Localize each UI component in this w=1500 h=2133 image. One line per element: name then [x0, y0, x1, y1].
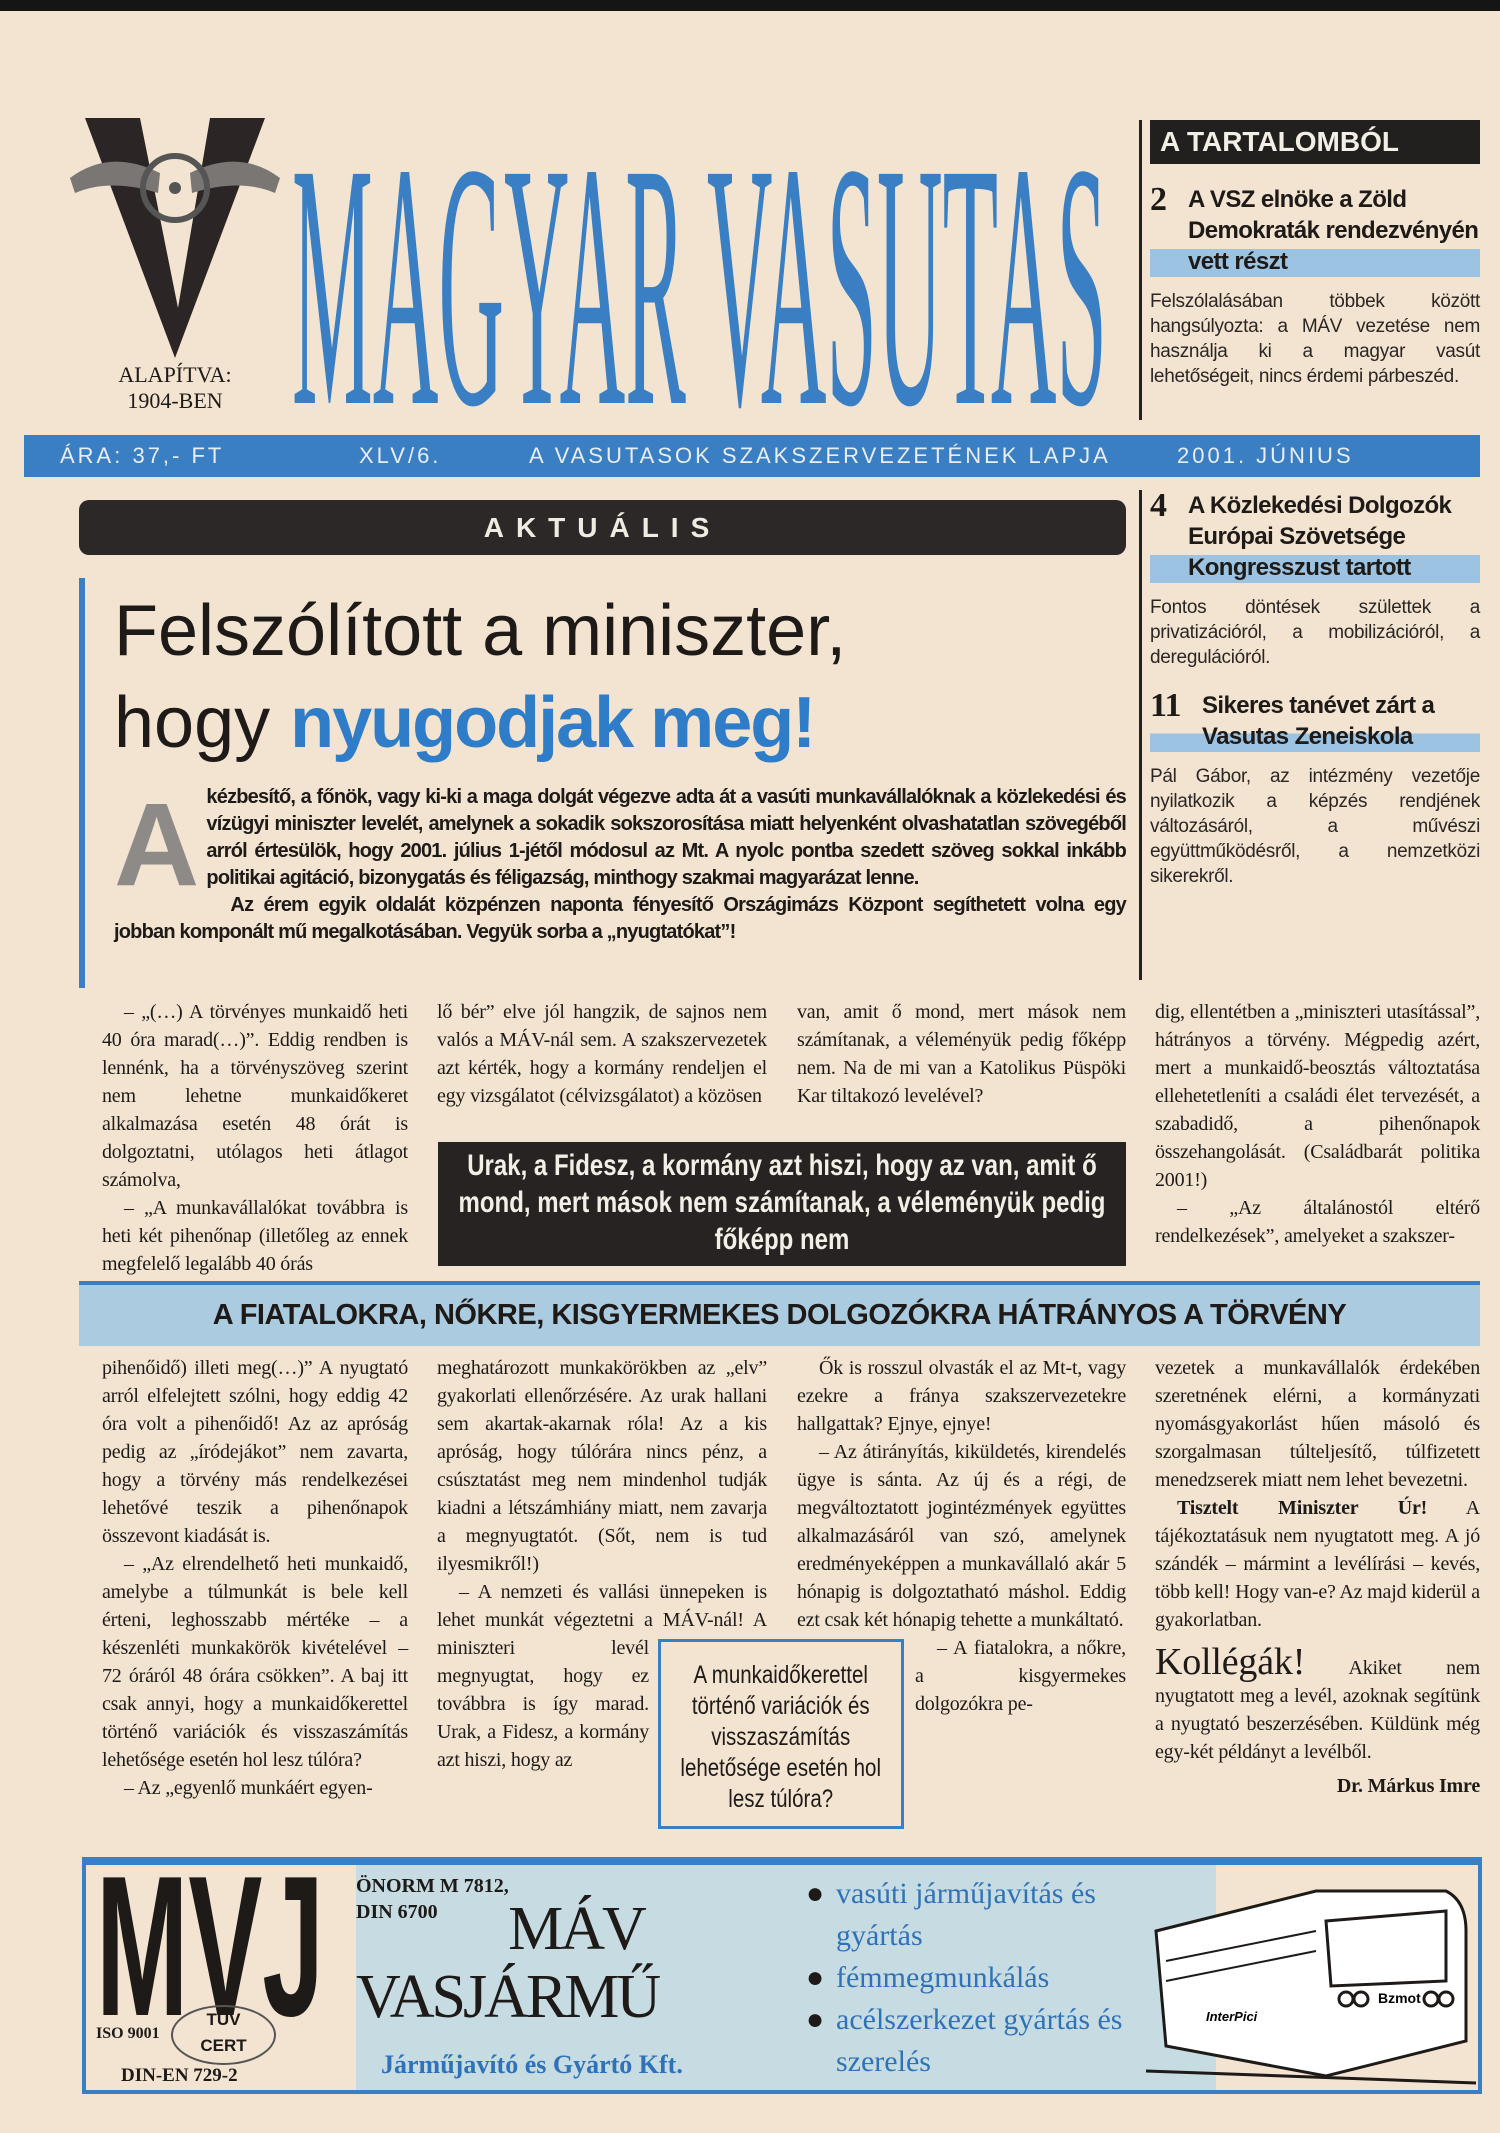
teaser-summary: Pál Gábor, az intézmény vezetője nyilatkozik a képzés rendjének változásáról, a művészi együttműködésről, a nemzetközi sikerekről. [1150, 766, 1480, 887]
paragraph: – A nemzeti és vallási ünnepeken is lehet munkát végeztetni a MÁV-nál! A miniszteri levél megnyugtat, hogy ez továbbra is így marad. Urak, a Fidesz, a kormány azt hiszi, hogy az [437, 1581, 767, 1771]
page-number: 2 [1150, 181, 1167, 218]
paragraph: vezetek a munkavállalók érdekében szeretnének elérni, a kormányzati nyomásgyakorlást hűen másoló és szorgalmasan túlteljesítő, túlfizetett menedzserek miatt nem lehet bevezetni. [1155, 1357, 1480, 1491]
paragraph: – „Az általánostól eltérő rendelkezések”, amelyeket a szakszer- [1155, 1197, 1480, 1247]
headline-emphasis: nyugodjak meg! [290, 683, 815, 763]
paragraph: – „Az elrendelhető heti munkaidő, amelybe a túlmunkát is bele kell érteni, leghosszabb mértéke – a készenléti munkakörök kivételével – 72 óráról 48 órára csökken”. A baj itt csak annyi, hogy a munkaidőkerettel történő variációk és visszaszámítás lehetősége esetén hol lesz túlóra? [102, 1553, 408, 1771]
train-illustration [1146, 1871, 1476, 2086]
issue-date: 2001. JÚNIUS [1177, 443, 1354, 468]
pull-quote-boxed-text: A munkaidőkerettel történő variációk és visszaszámítás lehetősége esetén hol lesz túlóra? [680, 1661, 882, 1813]
service-text: acélszerkezet gyártás és szerelés [836, 2003, 1123, 2078]
paragraph: lő bér” elve jól hangzik, de sajnos nem valós a MÁV-nál sem. A szakszervezetek azt kérték, hogy a kormány rendeljen el egy vizsgálatot (célvizsgálatot) a közösen [437, 1001, 767, 1107]
contents-item[interactable] [1150, 487, 1480, 670]
founded-year: 1904-BEN [127, 388, 223, 413]
issue-info-bar [24, 435, 1480, 477]
callout-word: Kollégák! [1155, 1641, 1306, 1683]
paragraph: meghatározott munkakörökben az „elv” gyakorlati ellenőrzésére. Az urak hallani sem akartak-akarnak róla! Az a kis apróság, hogy túlórára nincs pénz, a csúsztatást meg nem mindenhol tudják kiadni a létszámhiány miatt, nem zavarja a megnyugtatót. (Sőt, nem is tud ilyesmikről!) [437, 1357, 767, 1575]
teaser-title: A Közlekedési Dolgozók Európai Szövetsége Kongresszust tartott [1188, 492, 1452, 581]
drop-cap: A [114, 779, 199, 911]
publication-subtitle: A VASUTASOK SZAKSZERVEZETÉNEK LAPJA [529, 443, 1111, 468]
headline-accent-rule [79, 578, 85, 988]
bullet-icon: ● [806, 1961, 825, 1994]
founded-note [85, 362, 265, 414]
paragraph: – A fiatalokra, a nőkre, a kisgyermekes dolgozókra pe- [915, 1637, 1126, 1715]
contents-sidebar [1150, 120, 1480, 389]
body-column [797, 998, 1126, 1110]
service-item [806, 1873, 1136, 1957]
contents-header: A TARTALOMBÓL [1150, 120, 1480, 164]
section-label: AKTUÁLIS [79, 500, 1126, 555]
pull-quote-text: Urak, a Fidesz, a kormány azt hiszi, hogy az van, amit ő mond, mert mások nem számítanak, a véleményük pedig főképp nem [458, 1149, 1106, 1256]
headline-line-2: hogy [114, 683, 291, 763]
contents-sidebar-continued [1150, 487, 1480, 980]
bullet-icon: ● [806, 1877, 825, 1910]
pull-quote [438, 1142, 1126, 1266]
pull-quote-boxed [658, 1639, 904, 1829]
ad-company-subtitle: Járműjavító és Gyártó Kft. [381, 2050, 683, 2079]
service-text: fémmegmunkálás [836, 1961, 1050, 1994]
service-text: vasúti járműjavítás és gyártás [836, 1877, 1096, 1952]
paragraph: – „A munkavállalókat továbbra is heti két pihenőnap (illetőleg az ennek megfelelő legalább 40 órás [102, 1197, 408, 1275]
issue-number: XLV/6. [359, 443, 442, 468]
service-item [806, 1957, 1146, 1999]
contents-item[interactable] [1150, 687, 1480, 889]
paragraph: – Az átirányítás, kiküldetés, kirendelés ügye is sánta. Az új és a régi, de megváltoztatott jogintézmények együttes alkalmazásáról van szó, amelynek eredményeképpen a munkavállaló akár 5 hónapig is dolgoztatható máshol. Eddig ezt csak két hónapig tehette a munkáltató. [797, 1441, 1126, 1631]
body-column [102, 998, 408, 1278]
paragraph: dig, ellentétben a „miniszteri utasítással”, hátrányos a törvény. Mégpedig azért, mert a munkaidő-beosztás változtatása ellehetetleníti a családi élet tervezését, a szabadidő, a pihenőnapok összehangolását. (Családbarát politika 2001!) [1155, 1001, 1480, 1191]
ad-company-name: VASJÁRMŰ [356, 1963, 659, 2031]
winged-wheel-logo [70, 118, 280, 358]
founded-label: ALAPÍTVA: [118, 362, 232, 387]
body-column [1155, 998, 1480, 1250]
article-headline [114, 585, 1124, 769]
paragraph-text: Akiket nem nyugtatott meg a levél, azoknak segítünk a nyugtató beszerzésében. Küldünk még egy-két példányt a levélből. [1155, 1657, 1480, 1763]
iso-cert: ISO 9001 [96, 2025, 160, 2042]
mvj-logo-text: MVJ [96, 1865, 324, 2025]
service-item [806, 1999, 1146, 2083]
paragraph: van, amit ő mond, mert mások nem számítanak, a véleményük pedig főképp nem. Na de mi van a Katolikus Püspöki Kar tiltakozó levelével? [797, 1001, 1126, 1107]
paragraph: – „(…) A törvényes munkaidő heti 40 óra marad(…)”. Eddig rendben is lennénk, ha a törvényszöveg szerint nem lehetne munkaidőkeret alkalmazása esetén 48 órát is dolgoztatni, utólagos heti átlagot számolva, [102, 1001, 408, 1191]
teaser-title: Sikeres tanévet zárt a Vasutas Zeneiskola [1202, 692, 1435, 750]
ad-company-name: MÁV [508, 1895, 644, 1963]
mvj-logo [96, 1865, 326, 2025]
train-label: InterPici [1206, 2009, 1258, 2024]
top-border [0, 0, 1500, 11]
teaser-summary: Felszólalásában többek között hangsúlyozta: a MÁV vezetése nem használja ki a magyar vasút lehetőségeit, nincs érdemi párbeszéd. [1150, 291, 1480, 387]
paragraph-text: A tájékoztatásuk nem nyugtatott meg. A jó szándék – mármint a levélírási – kevés, több kell! Hogy van-e? Az majd kiderül a gyakorlatban. [1155, 1497, 1480, 1631]
train-label: Bzmot [1378, 1990, 1421, 2006]
cert-label: CERT [200, 2036, 247, 2055]
tuv-cert-badge [171, 2005, 276, 2065]
price: ÁRA: 37,- FT [60, 443, 225, 468]
paragraph: pihenőidő) illeti meg(…)” A nyugtató arról elfelejtett szólni, hogy eddig 42 óra volt a pihenőidő! Az az apróság pedig az „íródejákot” nem zavarta, hogy a törvény más rendelkezései lehetővé teszik a pihenőnapok összevont kiadását is. [102, 1357, 408, 1547]
body-column [102, 1354, 408, 1802]
body-column [1155, 1354, 1480, 1800]
din-cert: DIN-EN 729-2 [121, 2065, 238, 2086]
tuv-label: TÜV [206, 2010, 241, 2029]
lead-paragraph: Az érem egyik oldalát közpénzen naponta fényesítő Országimázs Központ segíthetett volna egy jobban komponált mű megalkotásában. Vegyük sorba a „nyugtatókat”! [114, 894, 1126, 943]
paragraph: – Az „egyenlő munkáért egyen- [124, 1777, 373, 1799]
page-number: 11 [1150, 687, 1181, 724]
masthead-title-text: MAGYAR VASUTAS [292, 118, 1107, 418]
headline-line-1: Felszólított a miniszter, [114, 591, 847, 671]
divider [1139, 490, 1142, 980]
teaser-title: A VSZ elnöke a Zöld Demokraták rendezvényén vett részt [1188, 186, 1479, 275]
article-lead [114, 779, 1126, 946]
subheading-band: A FIATALOKRA, NŐKRE, KISGYERMEKES DOLGOZÓKRA HÁTRÁNYOS A TÖRVÉNY [79, 1281, 1480, 1346]
page-number: 4 [1150, 487, 1167, 524]
standard: DIN 6700 [356, 1901, 438, 1923]
masthead-title [290, 118, 1115, 418]
author-signature: Dr. Márkus Imre [1336, 1775, 1480, 1797]
standard: ÖNORM M 7812, [356, 1875, 509, 1897]
ad-services [806, 1873, 1146, 2083]
paragraph: Ők is rosszul olvasták el az Mt-t, vagy ezekre a fránya szakszervezetekre hallgattak? Ejnye, ejnye! [797, 1357, 1126, 1435]
advertisement[interactable] [82, 1857, 1482, 2094]
salutation: Tisztelt Miniszter Úr! [1177, 1497, 1428, 1519]
lead-paragraph: kézbesítő, a főnök, vagy ki-ki a maga dolgát végezve adta át a vasúti munkavállalóknak a közlekedési és vízügyi miniszter levelét, amelynek a sokadik sokszorosítása miatt helyenként olvashatatlan szövegéből arról értesülök, hogy 2001. július 1-jétől módosul az Mt. A nyolc pontba szedett szöveg sokkal inkább politikai agitáció, bizonygatás és féligazság, minthogy szakmai magyarázat lenne. [206, 786, 1126, 889]
teaser-summary: Fontos döntések születtek a privatizációról, a mobilizációról, a deregulációról. [1150, 597, 1480, 668]
divider [1139, 120, 1142, 420]
contents-item[interactable] [1150, 181, 1480, 389]
body-column [437, 998, 767, 1110]
bullet-icon: ● [806, 2003, 825, 2036]
